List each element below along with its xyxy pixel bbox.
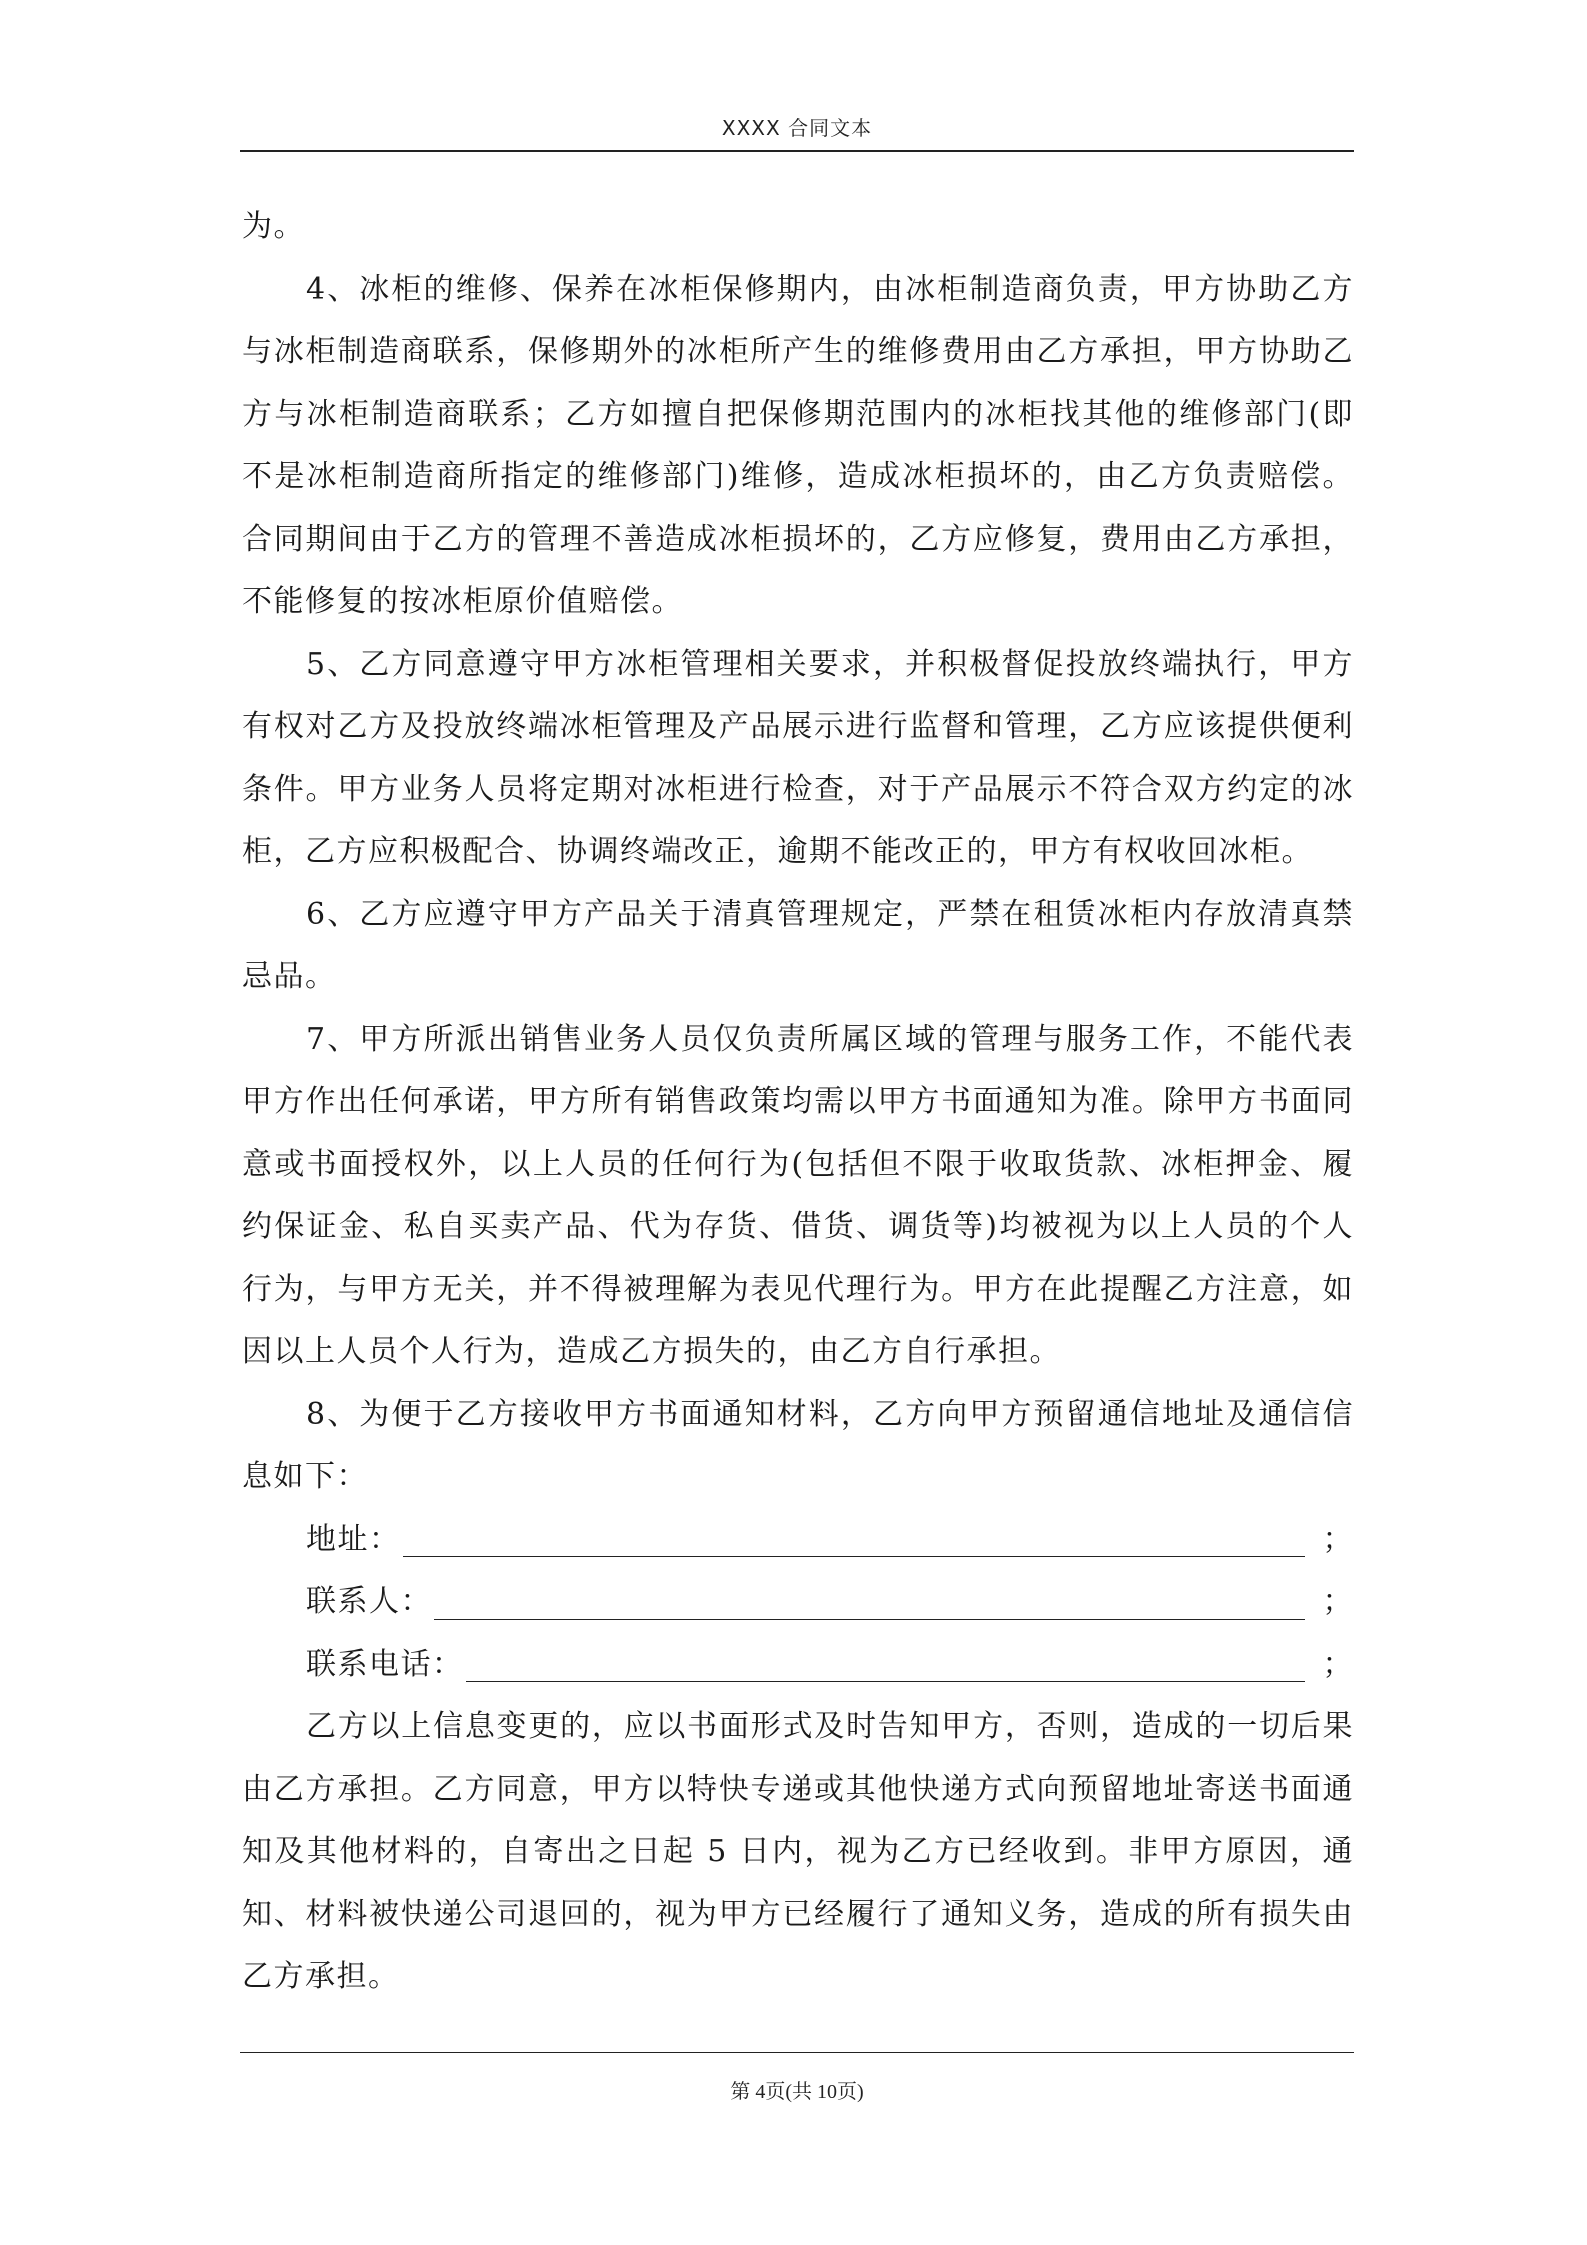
address-field-label: 地址：	[306, 1521, 401, 1557]
contact-person-field-label: 联系人：	[306, 1584, 432, 1619]
phone-field-label: 联系电话：	[306, 1646, 464, 1682]
document-body	[242, 196, 1354, 2009]
contact-person-field-row	[242, 1571, 1354, 1634]
phone-field-end: ；	[1322, 1646, 1354, 1682]
contact-person-field-end: ；	[1322, 1584, 1354, 1619]
contact-person-field-blank	[434, 1585, 1305, 1620]
paragraph-clause-7: 7、甲方所派出销售业务人员仅负责所属区域的管理与服务工作，不能代表甲方作出任何承诺，甲方所有销售政策均需以甲方书面通知为准。除甲方书面同意或书面授权外，以上人员的任何行为(包括但不限于收取货款、冰柜押金、履约保证金、私自买卖产品、代为存货、借货、调货等)均被视为以上人员的个人行为，与甲方无关，并不得被理解为表见代理行为。甲方在此提醒乙方注意，如因以上人员个人行为，造成乙方损失的，由乙方自行承担。	[242, 1021, 1354, 1369]
paragraph-closing: 乙方以上信息变更的，应以书面形式及时告知甲方，否则，造成的一切后果由乙方承担。乙方同意，甲方以特快专递或其他快递方式向预留地址寄送书面通知及其他材料的，自寄出之日起 5 日内，视为乙方已经收到。非甲方原因，通知、材料被快递公司退回的，视为甲方已经履行了通知义务，造成的所有损失由乙方承担。	[242, 1709, 1354, 1994]
paragraph-clause-6: 6、乙方应遵守甲方产品关于清真管理规定，严禁在租赁冰柜内存放清真禁忌品。	[242, 896, 1354, 994]
paragraph-continuation: 为。	[242, 209, 305, 244]
address-field-row	[242, 1509, 1354, 1572]
phone-field-blank	[466, 1647, 1305, 1682]
footer-divider	[240, 2052, 1354, 2053]
page-header-title: XXXX 合同文本	[721, 116, 873, 140]
header-divider	[240, 150, 1354, 152]
paragraph-clause-8: 8、为便于乙方接收甲方书面通知材料，乙方向甲方预留通信地址及通信信息如下：	[242, 1396, 1354, 1494]
page-number: 第 4页(共 10页)	[730, 2081, 864, 2103]
address-field-end: ；	[1322, 1521, 1354, 1557]
paragraph-clause-4: 4、冰柜的维修、保养在冰柜保修期内，由冰柜制造商负责，甲方协助乙方与冰柜制造商联系，保修期外的冰柜所产生的维修费用由乙方承担，甲方协助乙方与冰柜制造商联系；乙方如擅自把保修期范围内的冰柜找其他的维修部门(即不是冰柜制造商所指定的维修部门)维修，造成冰柜损坏的，由乙方负责赔偿。合同期间由于乙方的管理不善造成冰柜损坏的，乙方应修复，费用由乙方承担，不能修复的按冰柜原价值赔偿。	[242, 271, 1354, 619]
address-field-blank	[403, 1522, 1305, 1557]
phone-field-row	[242, 1634, 1354, 1697]
paragraph-clause-5: 5、乙方同意遵守甲方冰柜管理相关要求，并积极督促投放终端执行，甲方有权对乙方及投放终端冰柜管理及产品展示进行监督和管理，乙方应该提供便利条件。甲方业务人员将定期对冰柜进行检查，对于产品展示不符合双方约定的冰柜，乙方应积极配合、协调终端改正，逾期不能改正的，甲方有权收回冰柜。	[242, 646, 1354, 869]
